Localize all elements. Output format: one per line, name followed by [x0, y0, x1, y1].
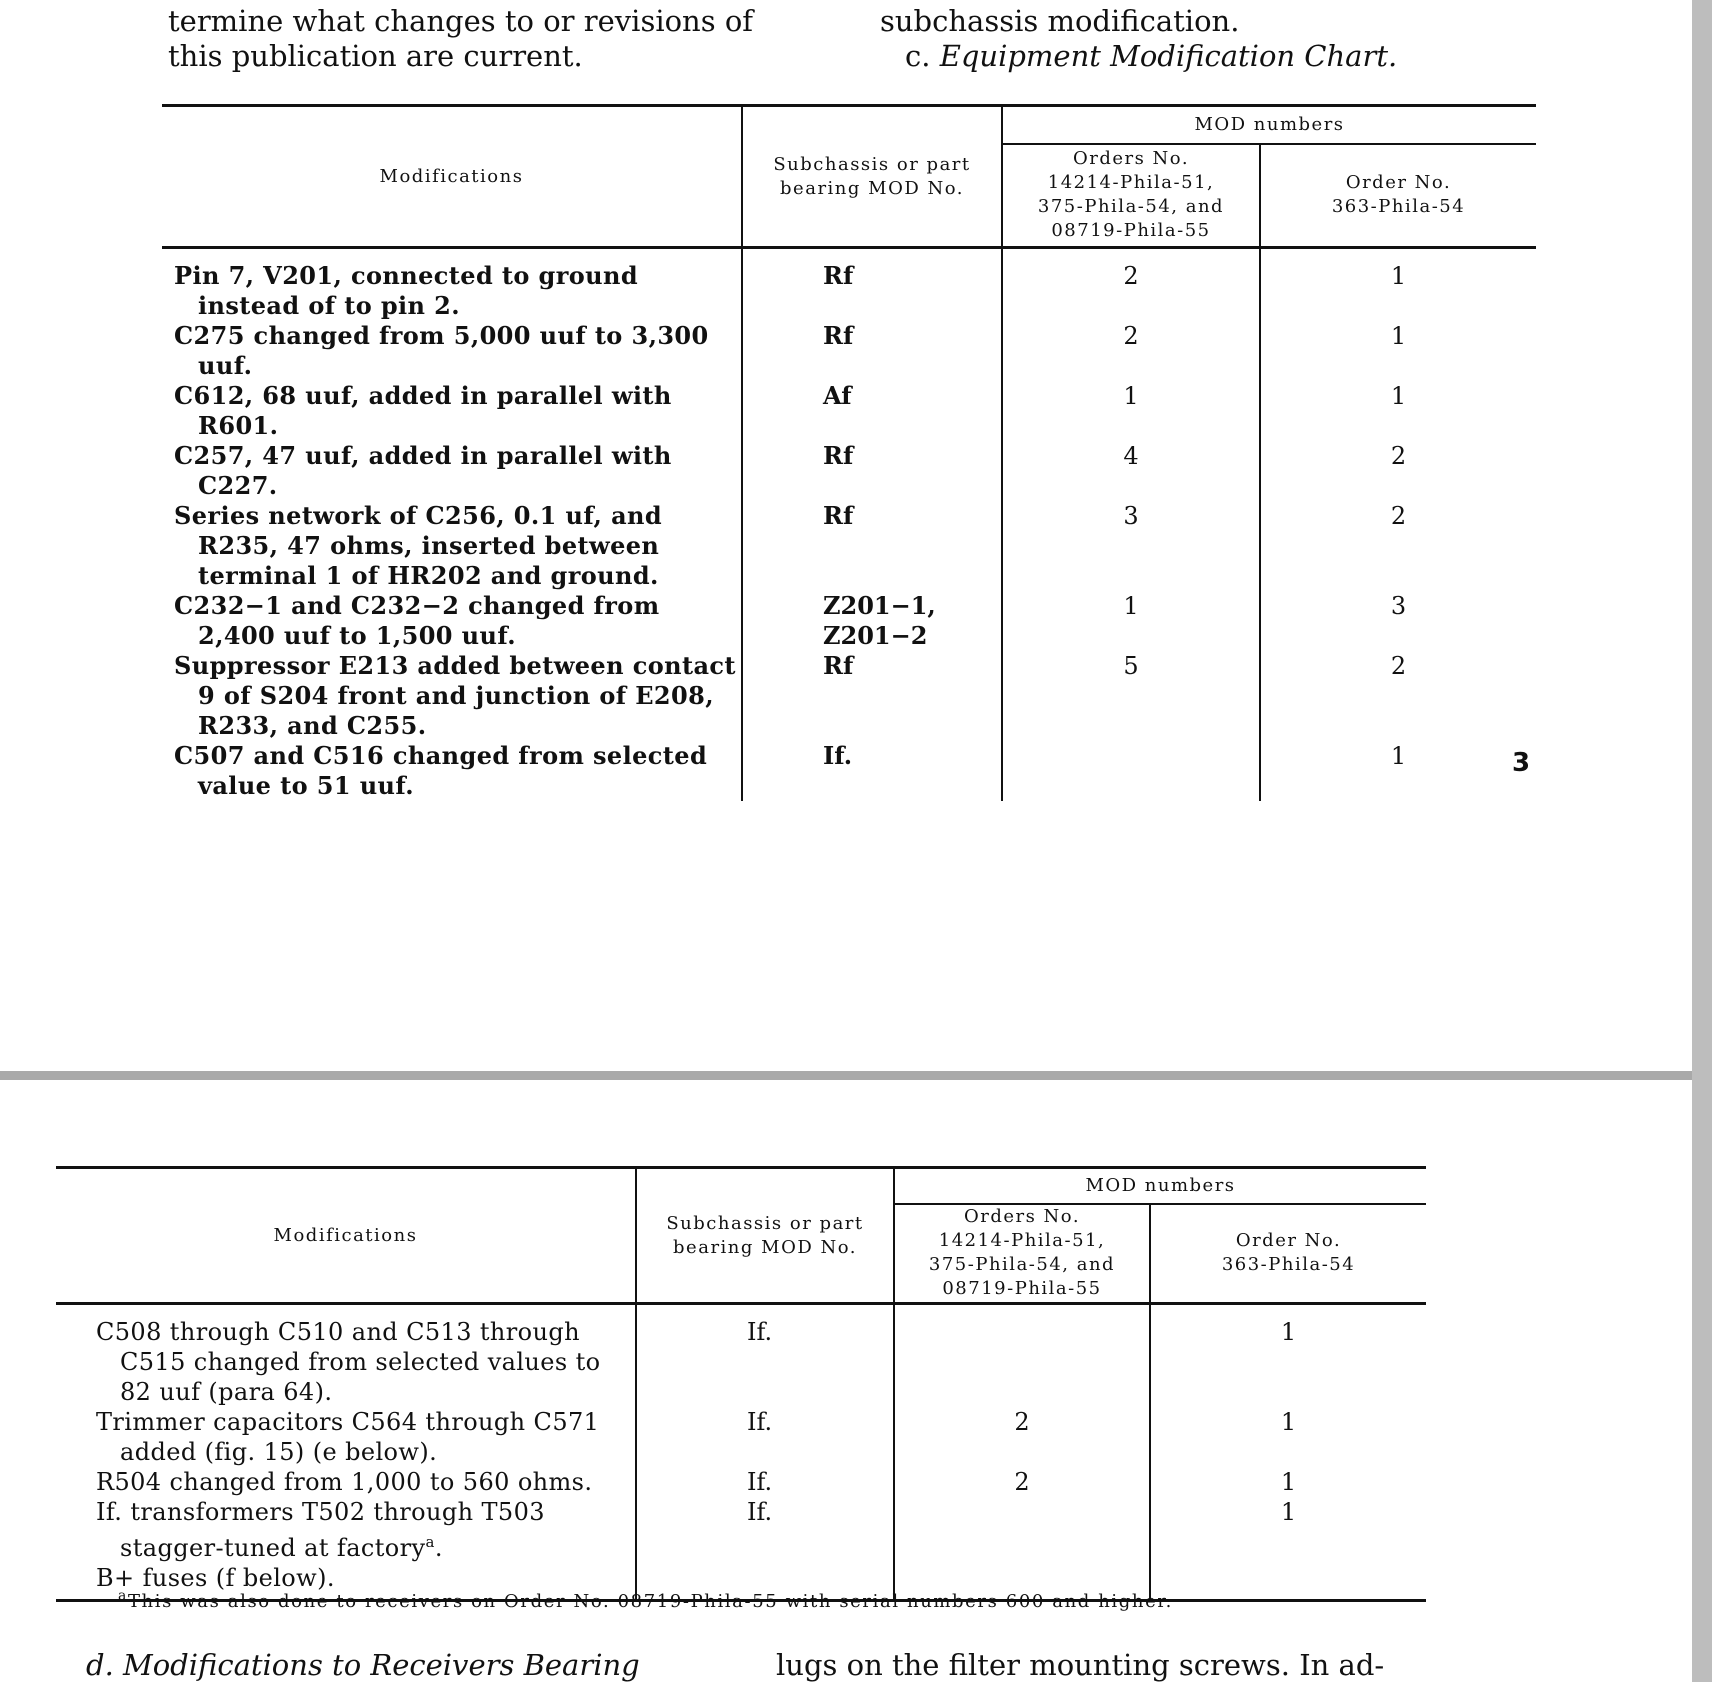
table-row: C507 and C516 changed from selected value to 51 uuf. If. 1: [162, 741, 1536, 801]
left-column-line-1: termine what changes to or revisions of: [168, 4, 754, 38]
right-column-bottom-line: lugs on the filter mounting screws. In ad-: [776, 1648, 1385, 1682]
viewer-scrollbar[interactable]: [1692, 0, 1712, 1682]
footnote-mark: a: [118, 1588, 128, 1604]
table-row: C257, 47 uuf, added in parallel with C227. Rf 4 2: [162, 441, 1536, 501]
table-row: Pin 7, V201, connected to ground instead of to pin 2. Rf 2 1: [162, 248, 1536, 322]
table-row: R504 changed from 1,000 to 560 ohms. If. 2 1: [56, 1467, 1426, 1497]
section-label: c.: [905, 39, 931, 73]
table-row: Trimmer capacitors C564 through C571 added (fig. 15) (e below). If. 2 1: [56, 1407, 1426, 1467]
table-row: If. transformers T502 through T503 stagger-tuned at factory$^a$. If. 1: [56, 1497, 1426, 1563]
left-column-line-2: this publication are current.: [168, 39, 583, 73]
header-subchassis: Subchassis or part bearing MOD No.: [636, 1168, 894, 1304]
header-order-b: Order No. 363-Phila-54: [1150, 1204, 1426, 1304]
header-modifications: Modifications: [56, 1168, 636, 1304]
table-row: Series network of C256, 0.1 uf, and R235, 47 ohms, inserted between terminal 1 of HR202 and ground. Rf 3 2: [162, 501, 1536, 591]
table-row: B+ fuses (f below).: [56, 1563, 1426, 1601]
header-orders-a: Orders No. 14214-Phila-51, 375-Phila-54, and 08719-Phila-55: [894, 1204, 1150, 1304]
header-order-b: Order No. 363-Phila-54: [1260, 144, 1536, 248]
header-orders-a: Orders No. 14214-Phila-51, 375-Phila-54, and 08719-Phila-55: [1002, 144, 1260, 248]
section-heading-d: d. Modifications to Receivers Bearing: [86, 1648, 640, 1682]
modification-table-1: [162, 104, 1536, 801]
footnote-text: This was also done to receivers on Order No. 08719-Phila-55 with serial numbers 600 and higher.: [127, 1591, 1173, 1612]
page-separator: [0, 1071, 1692, 1080]
table-row: Suppressor E213 added between contact 9 of S204 front and junction of E208, R233, and C255. Rf 5 2: [162, 651, 1536, 741]
modification-table-2: [56, 1166, 1426, 1602]
table-row: C612, 68 uuf, added in parallel with R601. Af 1 1: [162, 381, 1536, 441]
page-number: 3: [1512, 748, 1531, 778]
table-row: C232−1 and C232−2 changed from 2,400 uuf to 1,500 uuf. Z201−1, Z201−2 1 3: [162, 591, 1536, 651]
right-column-line-1: subchassis modification.: [880, 4, 1240, 38]
table-row: C275 changed from 5,000 uuf to 3,300 uuf. Rf 2 1: [162, 321, 1536, 381]
table-row: C508 through C510 and C513 through C515 changed from selected values to 82 uuf (para 64). If. 1: [56, 1304, 1426, 1408]
section-title: Equipment Modification Chart.: [939, 39, 1398, 73]
table-footnote: [118, 1588, 1173, 1612]
header-mod-numbers: MOD numbers: [894, 1168, 1426, 1204]
header-mod-numbers: MOD numbers: [1002, 106, 1536, 144]
header-modifications: Modifications: [162, 106, 742, 248]
header-subchassis: Subchassis or part bearing MOD No.: [742, 106, 1002, 248]
section-heading-c: [905, 39, 1397, 73]
